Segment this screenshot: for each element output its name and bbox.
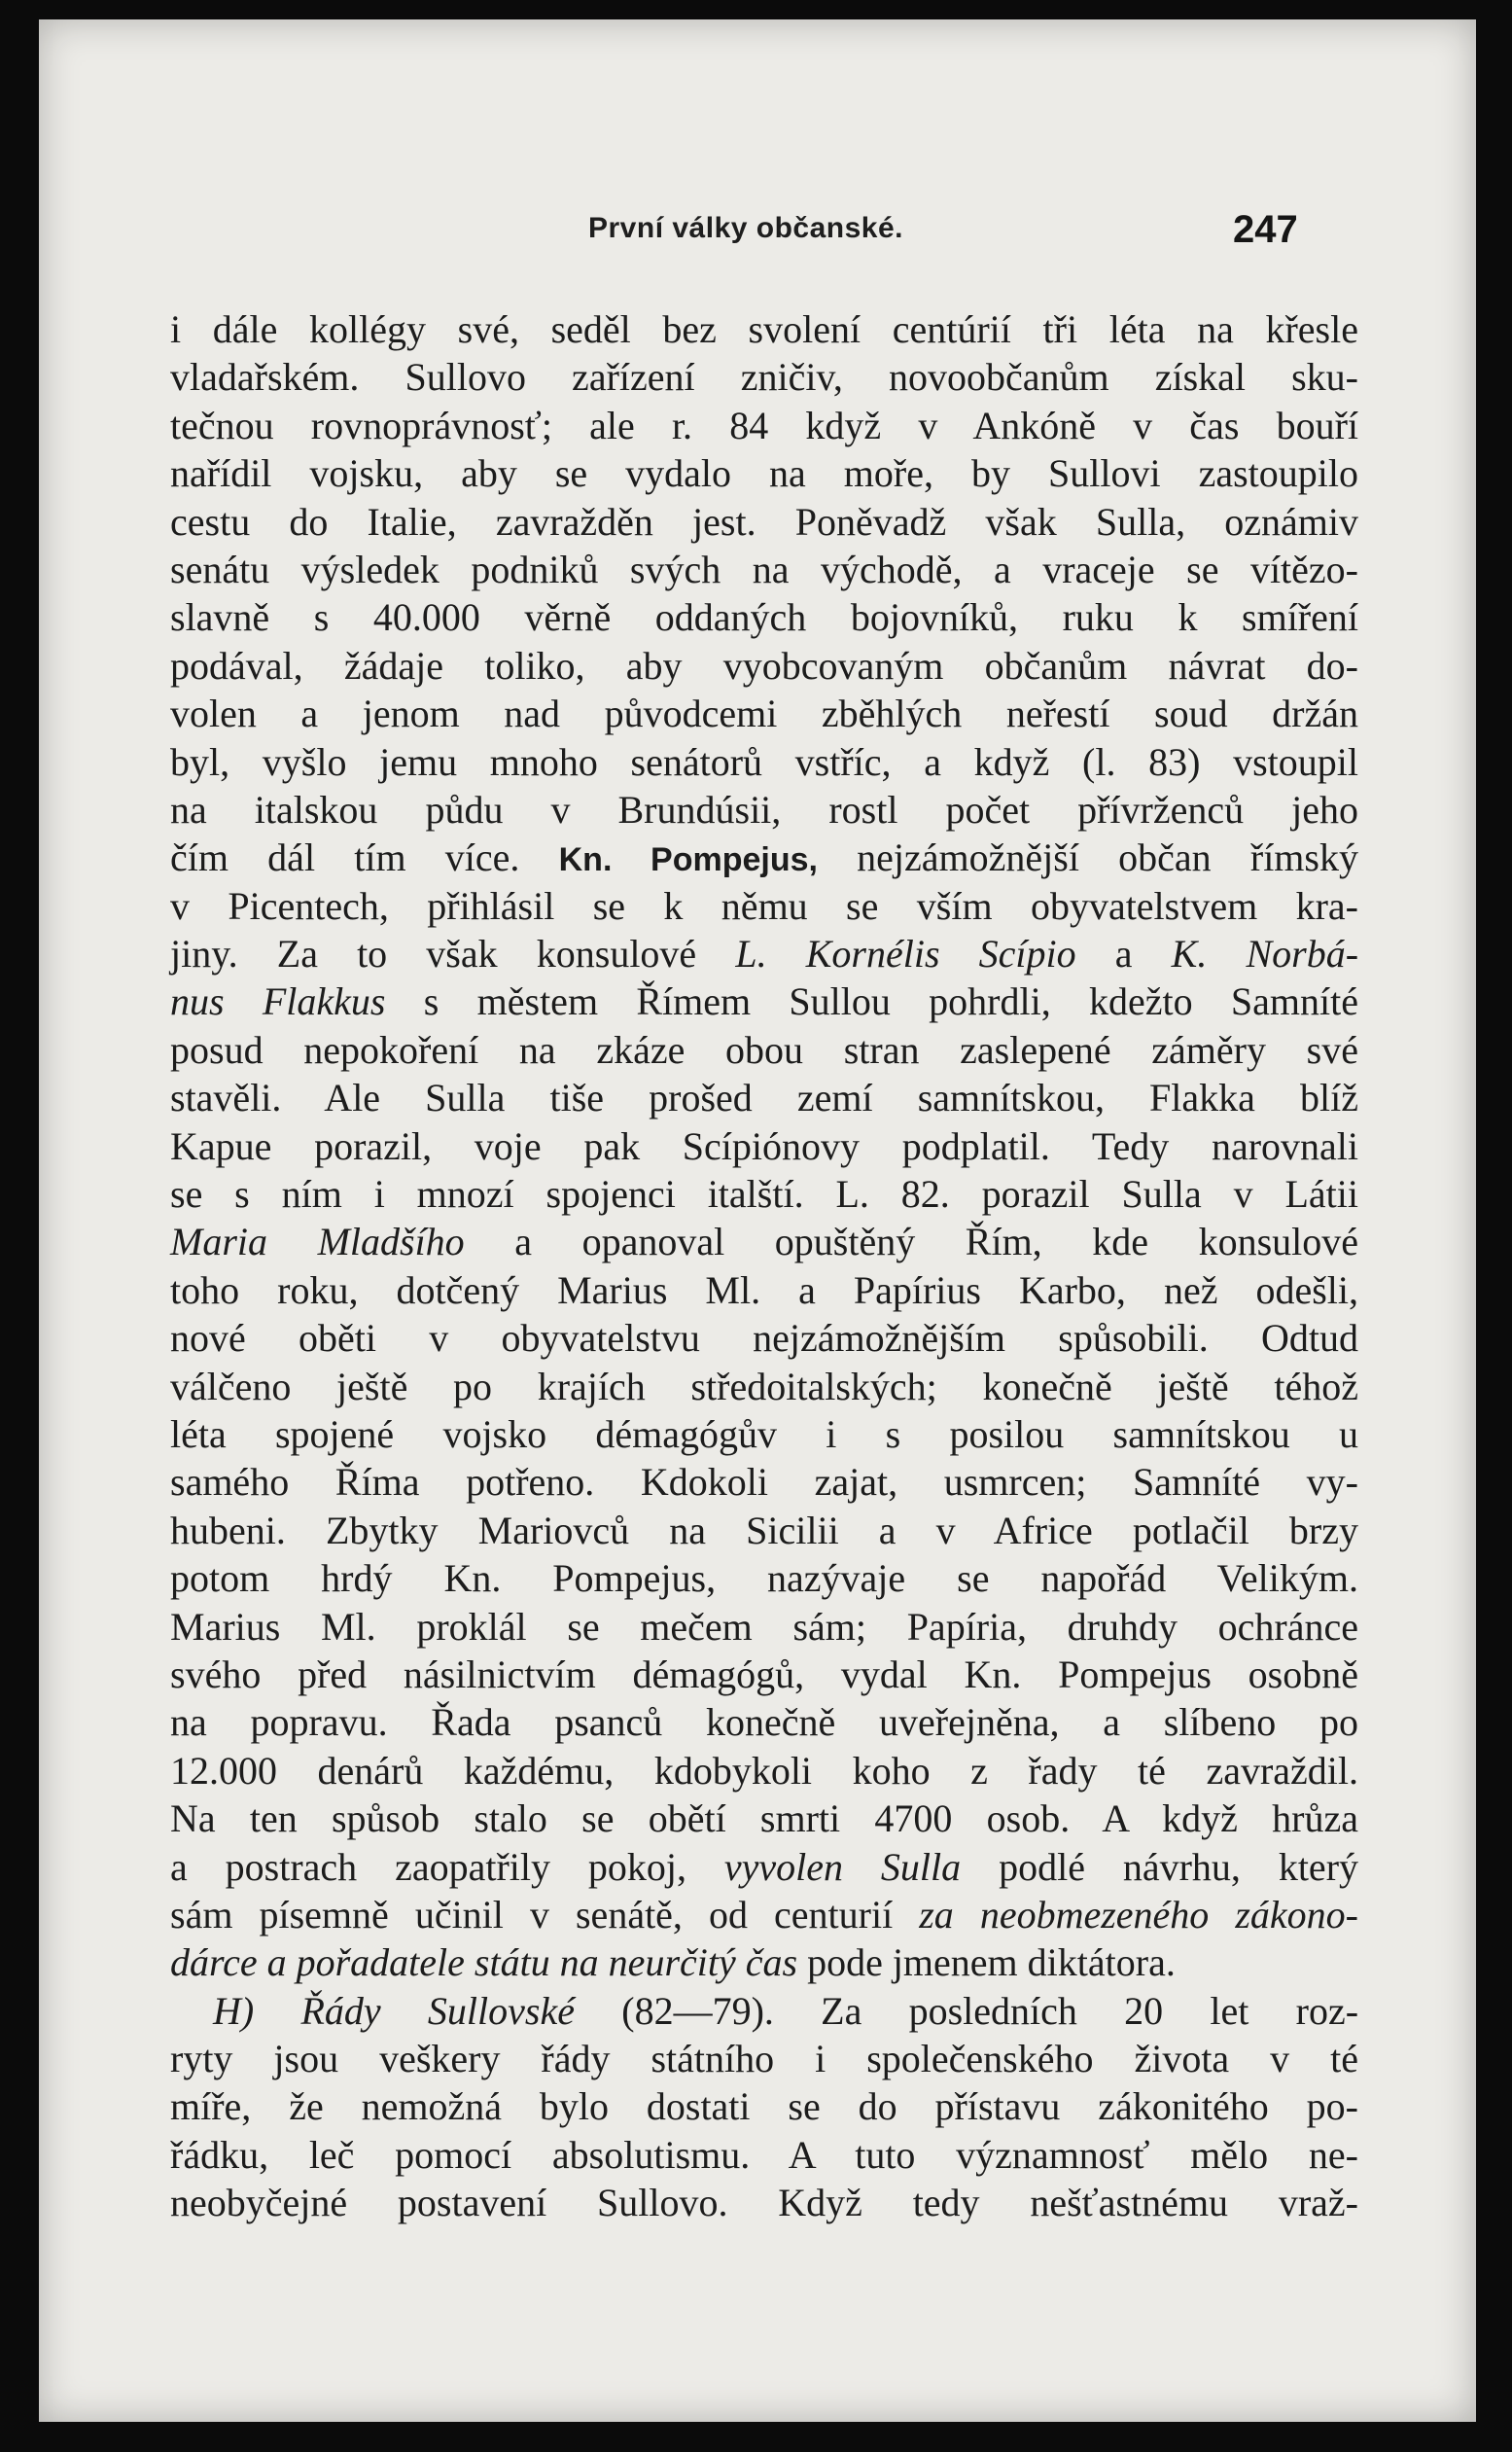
- person-name: L. Kornélis Scípio: [735, 932, 1076, 977]
- text-line: válčeno ještě po krajích středoitalských; konečně ještě téhož: [170, 1364, 1358, 1408]
- text-line: volen a jenom nad původcemi zběhlých neřestí soud držán: [170, 692, 1358, 736]
- text-line: Marius Ml. proklál se mečem sám; Papíria, druhdy ochránce: [170, 1604, 1358, 1649]
- text-line: [170, 834, 1358, 881]
- text-line: i dále kollégy své, seděl bez svolení centúrií tři léta na křesle: [170, 307, 1358, 351]
- text-line: řádku, leč pomocí absolutismu. A tuto významnosť mělo ne-: [170, 2132, 1358, 2177]
- text-run: a postrach zaopatřily pokoj,: [170, 1844, 686, 1889]
- text-run: nejzámožnější občan římský: [857, 835, 1358, 880]
- text-line: [170, 977, 1358, 1025]
- text-line: se s ním i mnozí spojenci italští. L. 82. porazil Sulla v Látii: [170, 1172, 1358, 1217]
- text-line: [170, 1218, 1358, 1265]
- text-line: hubeni. Zbytky Mariovců na Sicilii a v Africe potlačil brzy: [170, 1508, 1358, 1552]
- text-line: podával, žádaje toliko, aby vyobcovaným občanům návrat do-: [170, 643, 1358, 688]
- text-line: stavěli. Ale Sulla tiše prošed zemí samnítskou, Flakka blíž: [170, 1076, 1358, 1120]
- text-line: nové oběti v obyvatelstvu nejzámožnějším spůsobili. Odtud: [170, 1316, 1358, 1361]
- section-heading-line: [170, 1987, 1358, 2035]
- person-name: Maria Mladšího: [170, 1220, 465, 1264]
- text-line: toho roku, dotčený Marius Ml. a Papírius Karbo, než odešli,: [170, 1267, 1358, 1312]
- text-run: (82—79). Za posledních 20 let roz-: [621, 1988, 1359, 2033]
- text-run: s městem Římem Sullou pohrdli, kdežto Samníté: [423, 979, 1359, 1024]
- text-line: neobyčejné postavení Sullovo. Když tedy nešťastnému vraž-: [170, 2181, 1358, 2225]
- text-run: podlé návrhu, který: [999, 1844, 1359, 1889]
- text-line: na popravu. Řada psanců konečně uveřejněna, a slíbeno po: [170, 1700, 1358, 1745]
- text-line: samého Říma potřeno. Kdokoli zajat, usmrcen; Samníté vy-: [170, 1460, 1358, 1505]
- text-line: [170, 1843, 1358, 1891]
- emphasis: za neobmezeného zákono-: [919, 1892, 1358, 1937]
- text-run: jiny. Za to však konsulové: [170, 932, 697, 977]
- text-run: a: [1114, 932, 1133, 977]
- emphasis: vyvolen Sulla: [723, 1844, 962, 1889]
- text-line: cestu do Italie, zavražděn jest. Poněvadž však Sulla, oznámiv: [170, 499, 1358, 544]
- text-line: svého před násilnictvím démagógů, vydal Kn. Pompejus osobně: [170, 1652, 1358, 1696]
- page-number: 247: [1233, 208, 1298, 251]
- text-line: slavně s 40.000 věrně oddaných bojovníků, ruku k smíření: [170, 595, 1358, 640]
- text-run: sám písemně učinil v senátě, od centurií: [170, 1892, 894, 1937]
- text-line: [170, 930, 1358, 977]
- text-line: nařídil vojsku, aby se vydalo na moře, by Sullovi zastoupilo: [170, 451, 1358, 496]
- person-name: K. Norbá-: [1171, 932, 1359, 977]
- text-line: potom hrdý Kn. Pompejus, nazývaje se napořád Velikým.: [170, 1556, 1358, 1601]
- book-page: [39, 19, 1476, 2422]
- text-line: ryty jsou veškery řády státního i společenského života v té: [170, 2037, 1358, 2081]
- emphasis: dárce a pořadatele státu na neurčitý čas: [170, 1940, 798, 1985]
- person-name: Kn. Pompejus,: [558, 841, 818, 879]
- text-run: čím dál tím více.: [170, 835, 520, 880]
- text-line: Na ten spůsob stalo se obětí smrti 4700 osob. A když hrůza: [170, 1796, 1358, 1841]
- running-head: První války občanské.: [588, 212, 904, 244]
- person-name: nus Flakkus: [170, 979, 386, 1024]
- body-text: [170, 305, 1358, 2227]
- text-line: posud nepokoření na zkáze obou stran zaslepené záměry své: [170, 1027, 1358, 1072]
- text-run: pode jmenem diktátora.: [807, 1940, 1176, 1985]
- text-line: [170, 1938, 1358, 1986]
- text-line: [170, 1891, 1358, 1938]
- text-line: vladařském. Sullovo zařízení zničiv, novoobčanům získal sku-: [170, 355, 1358, 400]
- text-line: byl, vyšlo jemu mnoho senátorů vstříc, a když (l. 83) vstoupil: [170, 739, 1358, 784]
- page-header: [39, 208, 1476, 270]
- text-line: míře, že nemožná bylo dostati se do přístavu zákonitého po-: [170, 2084, 1358, 2129]
- text-line: tečnou rovnoprávnosť; ale r. 84 když v Ankóně v čas bouří: [170, 403, 1358, 447]
- section-letter: H): [213, 1988, 255, 2033]
- text-line: senátu výsledek podniků svých na východě, a vraceje se vítězo-: [170, 547, 1358, 591]
- text-line: na italskou půdu v Brundúsii, rostl počet přívrženců jeho: [170, 787, 1358, 832]
- text-line: 12.000 denárů každému, kdobykoli koho z řady té zavraždil.: [170, 1748, 1358, 1793]
- text-line: v Picentech, přihlásil se k němu se vším obyvatelstvem kra-: [170, 883, 1358, 928]
- text-line: léta spojené vojsko démagógův i s posilou samnítskou u: [170, 1411, 1358, 1456]
- text-run: a opanoval opuštěný Řím, kde konsulové: [514, 1220, 1359, 1264]
- section-title: Řády Sullovské: [300, 1988, 575, 2033]
- text-line: Kapue porazil, voje pak Scípiónovy podplatil. Tedy narovnali: [170, 1123, 1358, 1168]
